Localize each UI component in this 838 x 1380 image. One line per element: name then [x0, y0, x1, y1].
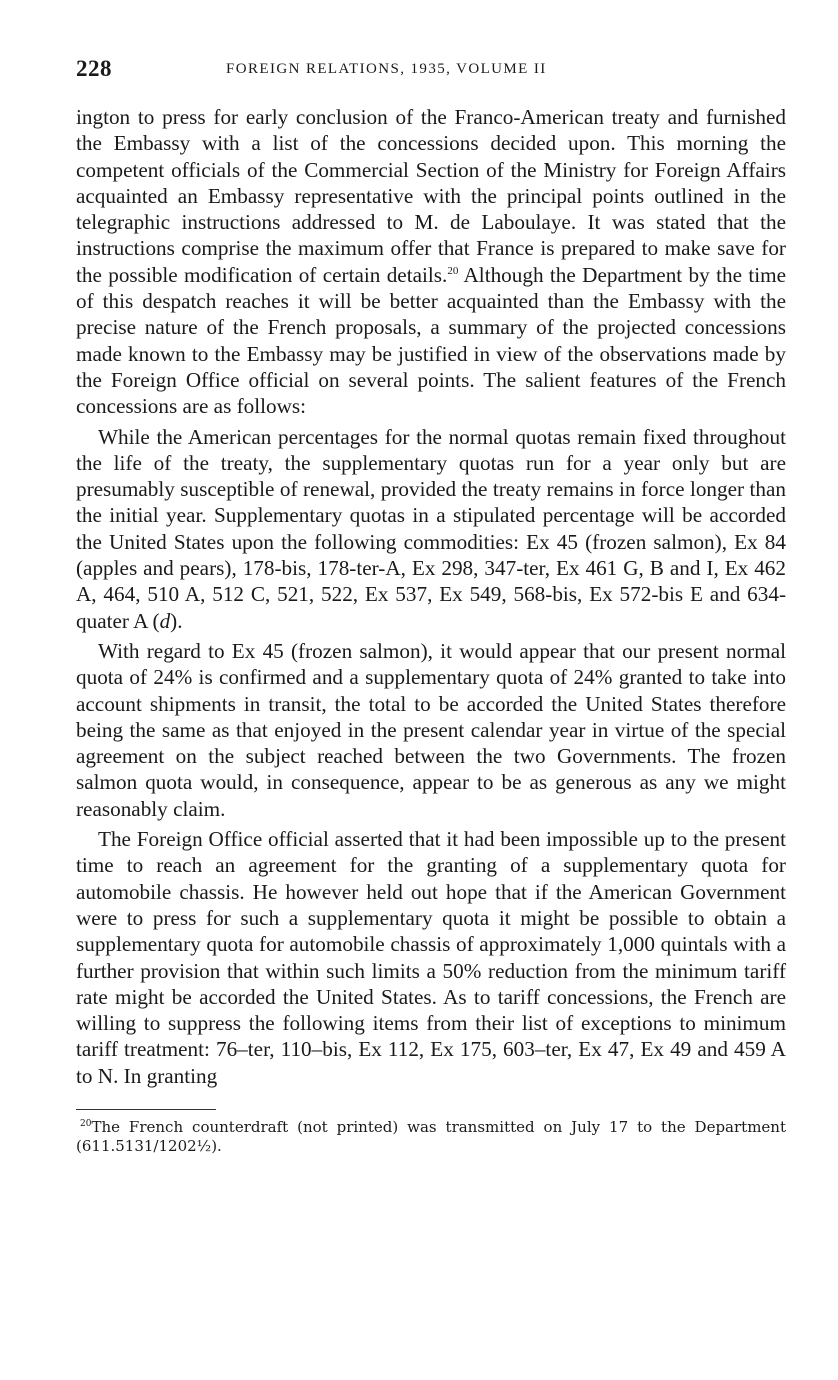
- paragraph-2-italic: d: [159, 608, 171, 633]
- paragraph-3: With regard to Ex 45 (frozen salmon), it would appear that our present normal quota of 24% is confirmed and a supplementary quota of 24% granted to take into account shipments in transit, the total to be accorded the United States therefore being the same as that enjoyed in the present calendar year in virtue of the special agreement on the subject reached between the two Governments. The frozen salmon quota would, in consequence, appear to be as generous as any we might reasonably claim.: [76, 638, 786, 821]
- paragraph-1: [76, 104, 786, 420]
- footnote-mark: 20: [80, 1118, 92, 1129]
- footnote: [76, 1118, 786, 1156]
- paragraph-2-text: While the American percentages for the normal quotas remain fixed throughout the life of the treaty, the supplementary quotas run for a year only but are presumably susceptible of renewal, provided the treaty remains in force longer than the initial year. Supplementary quotas in a stipulated percentage will be accorded the United States upon the following commodities: Ex 45 (frozen salmon), Ex 84 (apples and pears), 178-bis, 178-ter-A, Ex 298, 347-ter, Ex 461 G, B and I, Ex 462 A, 464, 510 A, 512 C, 521, 522, Ex 537, Ex 549, 568-bis, Ex 572-bis E and 634-quater A (: [76, 424, 786, 633]
- body-text: [76, 104, 786, 1089]
- paragraph-1-text: ington to press for early conclusion of the Franco-American treaty and furnished the Embassy with a list of the concessions decided upon. This morning the competent officials of the Commercial Section of the Ministry for Foreign Affairs acquainted an Embassy representative with the principal points outlined in the telegraphic instructions addressed to M. de Laboulaye. It was stated that the instructions comprise the maximum offer that France is prepared to make save for the possible modification of certain details.: [76, 105, 786, 287]
- page-number: 228: [76, 56, 112, 81]
- document-page: [76, 56, 786, 1156]
- paragraph-2: [76, 424, 786, 634]
- footnote-reference: 20: [447, 264, 459, 277]
- footnote-divider: [76, 1109, 216, 1110]
- footnote-text: The French counterdraft (not printed) was transmitted on July 17 to the Department (611.5131/1202½).: [76, 1117, 786, 1155]
- paragraph-1-continuation: Although the Department by the time of this despatch reaches it will be better acquainted than the Embassy with the precise nature of the French proposals, a summary of the projected concessions made known to the Embassy may be justified in view of the observations made by the Foreign Office official on several points. The salient features of the French concessions are as follows:: [76, 262, 786, 419]
- running-head: [76, 56, 786, 86]
- running-title: FOREIGN RELATIONS, 1935, VOLUME II: [226, 61, 547, 77]
- paragraph-4: The Foreign Office official asserted that it had been impossible up to the present time to reach an agreement for the granting of a supplementary quota for automobile chassis. He however held out hope that if the American Government were to press for such a supplementary quota it might be possible to obtain a supplementary quota for automobile chassis of approximately 1,000 quintals with a further provision that within such limits a 50% reduction from the minimum tariff rate might be accorded the United States. As to tariff concessions, the French are willing to suppress the following items from their list of exceptions to minimum tariff treatment: 76–ter, 110–bis, Ex 112, Ex 175, 603–ter, Ex 47, Ex 49 and 459 A to N. In granting: [76, 827, 786, 1088]
- paragraph-2-end: ).: [170, 608, 183, 633]
